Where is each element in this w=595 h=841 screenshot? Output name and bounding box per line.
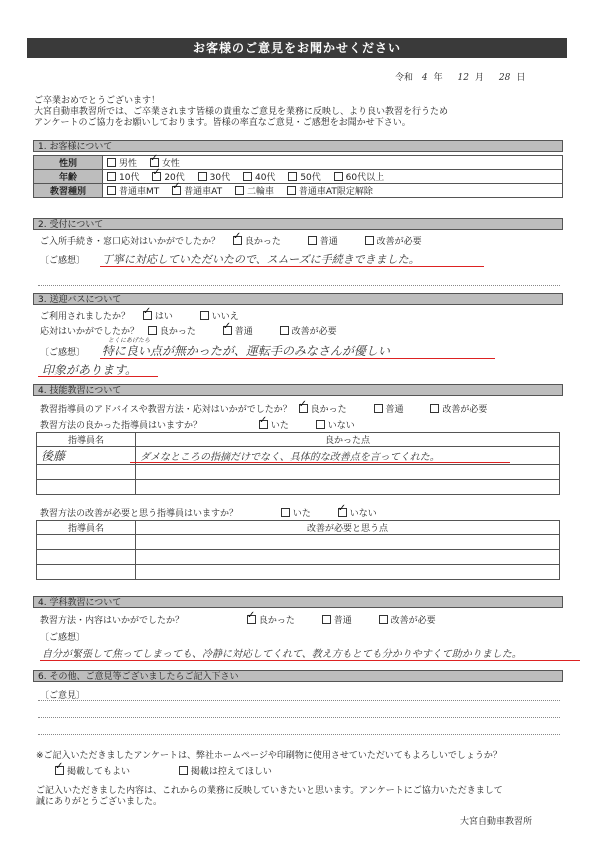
option-label: 普通 bbox=[319, 237, 338, 247]
checkbox-at[interactable] bbox=[172, 186, 181, 195]
instructor-name-cell bbox=[37, 565, 136, 580]
question-text: ご利用されましたか？ bbox=[40, 312, 131, 322]
checkbox-motorcycle[interactable] bbox=[235, 186, 244, 195]
skill-question-advice bbox=[40, 402, 497, 415]
checkbox-bus-yes[interactable] bbox=[143, 311, 152, 320]
col-improve-point: 改善が必要と思う点 bbox=[136, 521, 560, 535]
checkbox-skill-improve[interactable] bbox=[430, 404, 439, 413]
impression-label: 〔ご感想〕 bbox=[40, 348, 86, 358]
checkbox-good-no[interactable] bbox=[316, 420, 325, 429]
writing-line bbox=[38, 717, 560, 718]
impression-label: 〔ご感想〕 bbox=[40, 256, 86, 266]
question-text: 教習方法の良かった指導員はいますか？ bbox=[40, 421, 203, 431]
improve-point-cell bbox=[136, 565, 560, 580]
question-text: ご入所手続き・窓口応対はいかがでしたか？ bbox=[40, 237, 221, 247]
month-value: 12 bbox=[457, 73, 469, 83]
question-text: 教習指導員のアドバイスや教習方法・応対はいかがでしたか？ bbox=[40, 405, 292, 415]
writing-line bbox=[38, 734, 560, 735]
section-other: 6. その他、ご意見等ございましたらご記入下さい bbox=[33, 670, 563, 682]
classroom-impression-label: 〔ご感想〕 bbox=[40, 633, 86, 643]
gender-label: 性別 bbox=[34, 156, 103, 170]
option-label: いいえ bbox=[211, 312, 239, 322]
bus-question-service bbox=[40, 324, 347, 337]
checkbox-age-50s[interactable] bbox=[288, 172, 297, 181]
option-label: 普通車MT bbox=[119, 187, 160, 197]
option-label: 普通 bbox=[234, 327, 253, 337]
handwritten-impression: 丁寧に対応していただいたので、スムーズに手続きできました。 bbox=[101, 253, 420, 266]
instructor-name-cell bbox=[37, 535, 136, 550]
option-label: 普通 bbox=[333, 616, 352, 626]
year-unit: 年 bbox=[433, 73, 443, 83]
col-instructor: 指導員名 bbox=[37, 433, 136, 447]
option-label: 改善が必要 bbox=[442, 405, 488, 415]
option-label: 女性 bbox=[161, 159, 180, 169]
closing-text bbox=[36, 786, 576, 808]
option-label: 20代 bbox=[164, 173, 185, 183]
other-label: 〔ご意見〕 bbox=[40, 691, 86, 701]
intro-text bbox=[34, 96, 574, 129]
checkbox-consent-yes[interactable] bbox=[55, 766, 64, 775]
option-label: 良かった bbox=[258, 616, 295, 626]
course-label: 教習種別 bbox=[34, 184, 103, 198]
option-label: いない bbox=[327, 421, 355, 431]
checkbox-class-good[interactable] bbox=[247, 615, 256, 624]
section-bus: 3. 送迎バスについて bbox=[33, 293, 563, 305]
section-skill: 4. 技能教習について bbox=[33, 384, 563, 396]
option-label: 掲載は控えてほしい bbox=[190, 767, 272, 777]
good-point-cell bbox=[136, 480, 560, 495]
option-label: 50代 bbox=[300, 173, 321, 183]
age-label: 年齢 bbox=[34, 170, 103, 184]
checkbox-female[interactable] bbox=[150, 158, 159, 167]
bus-impression bbox=[40, 342, 390, 359]
good-point-cell: ダメなところの指摘だけでなく、具体的な改善点を言ってくれた。 bbox=[136, 447, 560, 465]
option-label: 良かった bbox=[310, 405, 347, 415]
skill-question-good-instructor bbox=[40, 418, 365, 431]
checkbox-mt[interactable] bbox=[107, 186, 116, 195]
checkbox-class-improve[interactable] bbox=[379, 615, 388, 624]
handwritten-impression-2: 印象があります。 bbox=[42, 363, 138, 377]
intro-line: ご卒業おめでとうございます！ bbox=[34, 96, 161, 106]
checkbox-reception-normal[interactable] bbox=[308, 236, 317, 245]
option-label: 普通 bbox=[385, 405, 404, 415]
writing-line bbox=[38, 700, 560, 701]
checkbox-age-10s[interactable] bbox=[107, 172, 116, 181]
closing-line: ご記入いただきました内容は、これからの業務に反映していきたいと思います。アンケートにご協力いただきまして bbox=[36, 786, 503, 796]
classroom-question bbox=[40, 613, 446, 626]
option-label: いた bbox=[270, 421, 289, 431]
option-label: 40代 bbox=[254, 173, 276, 183]
checkbox-bus-normal[interactable] bbox=[223, 326, 232, 335]
checkbox-bad-no[interactable] bbox=[338, 508, 347, 517]
checkbox-age-20s[interactable] bbox=[152, 172, 161, 181]
checkbox-age-30s[interactable] bbox=[198, 172, 207, 181]
era-label: 令和 bbox=[395, 73, 414, 83]
instructor-name-cell bbox=[37, 465, 136, 480]
improve-point-cell bbox=[136, 550, 560, 565]
date-line bbox=[395, 70, 525, 83]
section-classroom: 4. 学科教習について bbox=[33, 596, 563, 608]
checkbox-bad-yes[interactable] bbox=[281, 508, 290, 517]
checkbox-bus-improve[interactable] bbox=[280, 326, 289, 335]
underline bbox=[40, 660, 580, 661]
instructor-name-cell bbox=[37, 480, 136, 495]
intro-line: 大宮自動車教習所では、ご卒業されます皆様の貴重なご意見を業務に反映し、より良い教習を行うため bbox=[34, 107, 449, 117]
organization-name: 大宮自動車教習所 bbox=[460, 817, 533, 827]
improve-point-cell bbox=[136, 535, 560, 550]
option-label: 改善が必要 bbox=[390, 616, 436, 626]
intro-line: アンケートのご協力をお願いしております。皆様の率直なご意見・ご感想をお聞かせ下さい。 bbox=[34, 118, 411, 128]
underline bbox=[130, 462, 510, 463]
checkbox-skill-normal[interactable] bbox=[374, 404, 383, 413]
underline bbox=[100, 266, 484, 267]
option-label: 60代以上 bbox=[345, 173, 385, 183]
bus-question-use bbox=[40, 309, 249, 322]
checkbox-male[interactable] bbox=[107, 158, 116, 167]
good-point-cell bbox=[136, 465, 560, 480]
instructor-name-cell bbox=[37, 550, 136, 565]
customer-table bbox=[33, 155, 563, 198]
form-title: お客様のご意見をお聞かせください bbox=[27, 38, 567, 58]
reception-impression bbox=[40, 251, 420, 267]
checkbox-class-normal[interactable] bbox=[322, 615, 331, 624]
option-label: 普通車AT限定解除 bbox=[298, 187, 373, 197]
handwritten-impression: 自分が緊張して焦ってしまっても、冷静に対応してくれて、教え方もとても分かりやすくて助かりました。 bbox=[42, 649, 522, 660]
option-label: 30代 bbox=[209, 173, 231, 183]
bad-instructor-table bbox=[36, 520, 560, 580]
writing-line bbox=[38, 285, 560, 286]
option-label: 掲載してもよい bbox=[67, 767, 131, 777]
skill-question-bad-instructor bbox=[40, 506, 387, 519]
option-label: 改善が必要 bbox=[291, 327, 337, 337]
good-instructor-table bbox=[36, 432, 560, 495]
consent-question: ※ご記入いただきましたアンケートは、弊社ホームページや印刷物に使用させていただいてもよろしいでしょうか？ bbox=[36, 751, 502, 761]
option-label: 良かった bbox=[244, 237, 281, 247]
question-text: 教習方法の改善が必要と思う指導員はいますか？ bbox=[40, 509, 239, 519]
checkbox-bus-no[interactable] bbox=[200, 311, 209, 320]
checkbox-bus-good[interactable] bbox=[148, 326, 157, 335]
handwritten-ruby: とくにあげたら bbox=[108, 337, 151, 344]
checkbox-at-release[interactable] bbox=[287, 186, 296, 195]
option-label: いない bbox=[349, 509, 377, 519]
month-unit: 月 bbox=[474, 73, 484, 83]
option-label: 良かった bbox=[159, 327, 196, 337]
instructor-name-cell: 後藤 bbox=[37, 447, 136, 465]
col-instructor: 指導員名 bbox=[37, 521, 136, 535]
gender-options bbox=[103, 156, 563, 170]
option-label: いた bbox=[292, 509, 311, 519]
option-label: はい bbox=[154, 312, 173, 322]
col-good-point: 良かった点 bbox=[136, 433, 560, 447]
underline bbox=[100, 358, 495, 359]
checkbox-consent-no[interactable] bbox=[179, 766, 188, 775]
reception-question bbox=[40, 234, 432, 247]
question-text: 応対はいかがでしたか？ bbox=[40, 327, 140, 337]
consent-options bbox=[55, 764, 282, 777]
question-text: 教習方法・内容はいかがでしたか？ bbox=[40, 616, 185, 626]
section-customer: 1. お客様について bbox=[33, 140, 563, 152]
day-unit: 日 bbox=[516, 73, 526, 83]
course-options bbox=[103, 184, 563, 198]
day-value: 28 bbox=[498, 73, 511, 83]
section-reception: 2. 受付について bbox=[33, 218, 563, 230]
checkbox-reception-good[interactable] bbox=[233, 236, 242, 245]
option-label: 普通車AT bbox=[184, 187, 223, 197]
checkbox-age-60plus[interactable] bbox=[334, 172, 343, 181]
checkbox-age-40s[interactable] bbox=[243, 172, 252, 181]
closing-line: 誠にありがとうございました。 bbox=[36, 797, 163, 807]
option-label: 男性 bbox=[119, 159, 138, 169]
option-label: 二輪車 bbox=[246, 187, 274, 197]
handwritten-impression: 特に良い点が無かったが、運転手のみなさんが優しい bbox=[101, 344, 390, 358]
checkbox-good-yes[interactable] bbox=[259, 420, 268, 429]
checkbox-skill-good[interactable] bbox=[299, 404, 308, 413]
year-value: 4 bbox=[421, 73, 428, 83]
checkbox-reception-improve[interactable] bbox=[365, 236, 374, 245]
option-label: 10代 bbox=[119, 173, 140, 183]
underline bbox=[38, 376, 158, 377]
option-label: 改善が必要 bbox=[376, 237, 422, 247]
